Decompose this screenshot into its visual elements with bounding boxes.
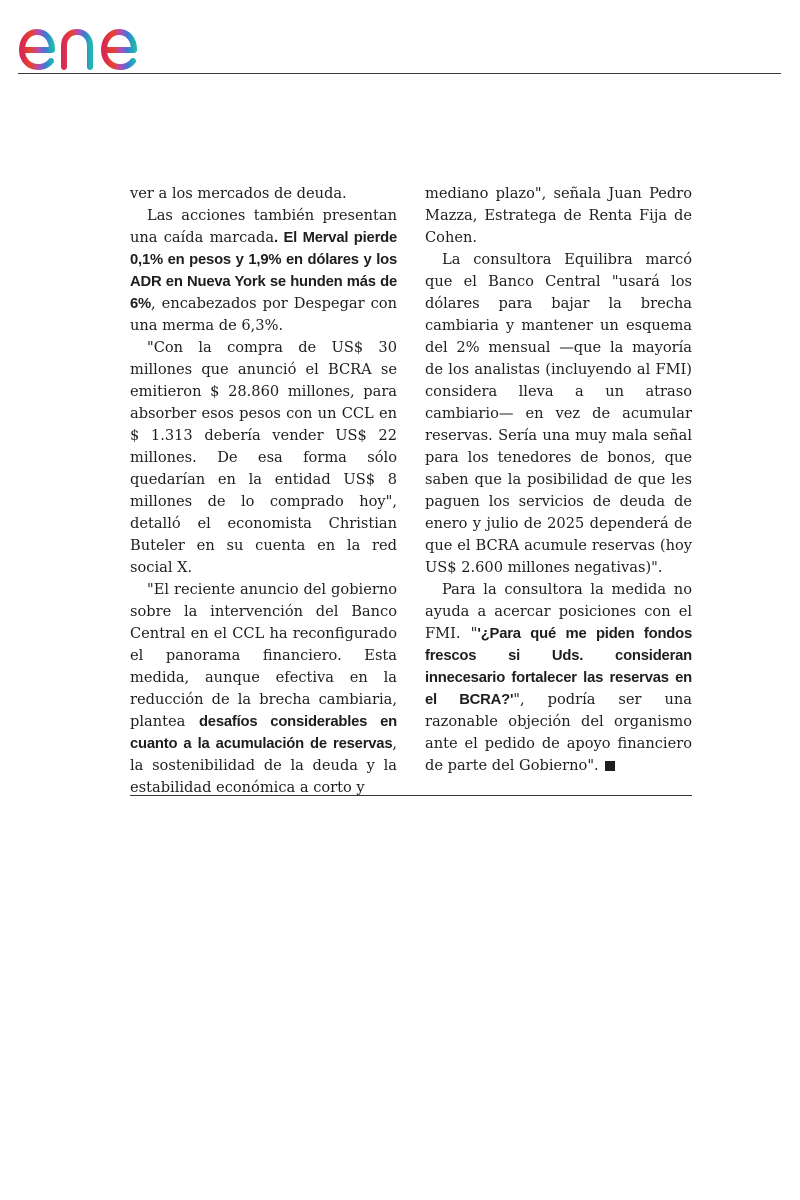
paragraph	[130, 205, 397, 337]
article-column-right	[425, 183, 692, 799]
header-divider	[18, 73, 781, 74]
text-run: "El reciente anuncio del gobierno sobre la intervención del Banco Central en el CCL ha reconfigurado el panorama financiero. Esta medida, aunque efectiva en la reducción de la brecha cambiaria, plantea	[130, 581, 397, 730]
article-end-divider	[130, 795, 692, 796]
bold-highlight: . El Merval pierde 0,1% en pesos y 1,9% en dólares y los ADR en Nueva York se hunden más de 6%	[130, 230, 397, 312]
enel-logo	[18, 4, 194, 70]
paragraph: "Con la compra de US$ 30 millones que anunció el BCRA se emitieron $ 28.860 millones, para absorber esos pesos con un CCL en $ 1.313 debería vender US$ 22 millones. De esa forma sólo quedarían en la entidad US$ 8 millones de lo comprado hoy", detalló el economista Christian Buteler en su cuenta en la red social X.	[130, 339, 397, 576]
text-run: , encabezados por Despegar con una merma de 6,3%.	[130, 295, 397, 334]
enel-logo-mark	[18, 4, 194, 70]
bold-highlight: '¿Para qué me piden fondos frescos si Uds. consideran innecesario fortalecer las reservas en el BCRA?'	[425, 626, 692, 708]
end-of-article-icon	[605, 761, 615, 771]
paragraph: mediano plazo", señala Juan Pedro Mazza, Estratega de Renta Fija de Cohen.	[425, 185, 692, 246]
text-run: ", podría ser una razonable objeción del organismo ante el pedido de apoyo financiero de parte del Gobierno".	[425, 691, 692, 774]
paragraph	[425, 579, 692, 777]
paragraph: ver a los mercados de deuda.	[130, 185, 347, 202]
text-run: Para la consultora la medida no ayuda a acercar posiciones con el FMI. "	[425, 581, 692, 642]
bold-highlight: desafíos considerables en cuanto a la acumulación de reservas	[130, 714, 397, 752]
article-column-left	[130, 183, 397, 799]
paragraph	[130, 579, 397, 799]
text-run: , la sostenibilidad de la deuda y la estabilidad económica a corto y	[130, 735, 397, 796]
paragraph: La consultora Equilibra marcó que el Banco Central "usará los dólares para bajar la brecha cambiaria y mantener un esquema del 2% mensual —que la mayoría de los analistas (incluyendo al FMI) considera lleva a un atraso cambiario— en vez de acumular reservas. Sería una muy mala señal para los tenedores de bonos, que saben que la posibilidad de que les paguen los servicios de deuda de enero y julio de 2025 dependerá de que el BCRA acumule reservas (hoy US$ 2.600 millones negativas)".	[425, 251, 692, 576]
text-run: Las acciones también presentan una caída marcada	[130, 207, 397, 246]
article-body	[130, 183, 692, 799]
